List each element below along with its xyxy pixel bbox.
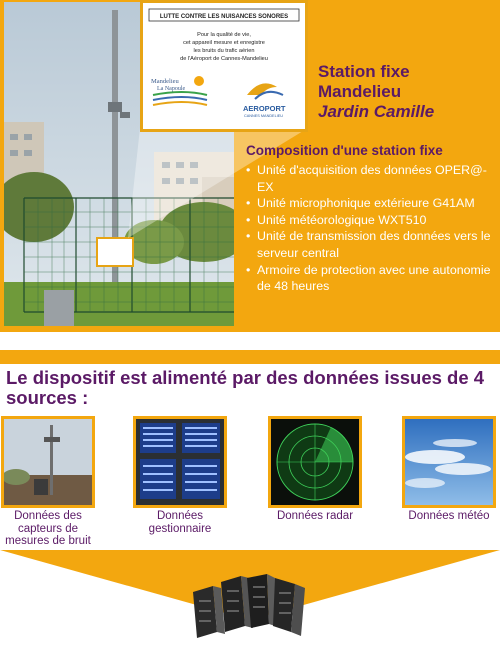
noise-sign-inset (140, 0, 308, 132)
bullet-icon: • (246, 229, 251, 244)
sign-heading: LUTTE CONTRE LES NUISANCES SONORES (159, 14, 289, 20)
noise-sensor-photo (1, 416, 95, 508)
composition-title: Composition d'une station fixe (246, 143, 443, 158)
bullet-icon: • (246, 212, 251, 227)
composition-item: • Unité d'acquisition des données OPER@-EX (246, 163, 487, 194)
sign-line-4: de l'Aéroport de Cannes-Mandelieu (180, 56, 268, 62)
divider-bar (0, 350, 500, 364)
server-cluster-icon (191, 570, 309, 642)
sky-photo (402, 416, 496, 508)
sources-headline: Le dispositif est alimenté par des données issues de 4 sources : (6, 367, 485, 408)
composition-item: • Armoire de protection avec une autonomie de 48 heures (246, 262, 491, 294)
flight-board-photo (133, 416, 227, 508)
station-title (318, 62, 434, 122)
station-title-line-1: Station fixe (318, 62, 410, 81)
source-card-management (133, 416, 227, 535)
source-label-management: Données gestionnaire (148, 510, 212, 535)
composition-item: • Unité microphonique extérieure G41AM (246, 196, 475, 211)
source-label-weather: Données météo (408, 510, 490, 522)
sign-line-3: les bruits du trafic aérien (193, 48, 255, 54)
composition-item: • Unité météorologique WXT510 (246, 212, 427, 227)
source-card-weather (402, 416, 496, 523)
source-label-noise: Données des capteurs de mesures de bruit (5, 510, 91, 547)
radar-screen-photo (268, 416, 362, 508)
svg-text:CANNES MANDELIEU: CANNES MANDELIEU (244, 114, 284, 118)
station-title-line-3: Jardin Camille (318, 102, 435, 121)
bullet-icon: • (246, 163, 251, 177)
svg-text:Mandelieu: Mandelieu (151, 78, 179, 85)
source-card-noise (1, 416, 95, 548)
noise-sign (143, 3, 305, 129)
source-card-radar (268, 416, 362, 523)
composition-item: • Unité de transmission des données vers le serveur central (246, 229, 491, 260)
bullet-icon: • (246, 196, 251, 211)
sign-line-1: Pour la qualité de vie, (197, 32, 251, 38)
composition-list (246, 162, 496, 295)
bullet-icon: • (246, 262, 251, 277)
svg-text:La Napoule: La Napoule (157, 86, 186, 92)
station-title-line-2: Mandelieu (318, 82, 402, 101)
svg-text:AEROPORT: AEROPORT (243, 104, 286, 113)
sign-line-2: cet appareil mesure et enregistre (183, 40, 265, 46)
source-label-radar: Données radar (276, 510, 354, 522)
